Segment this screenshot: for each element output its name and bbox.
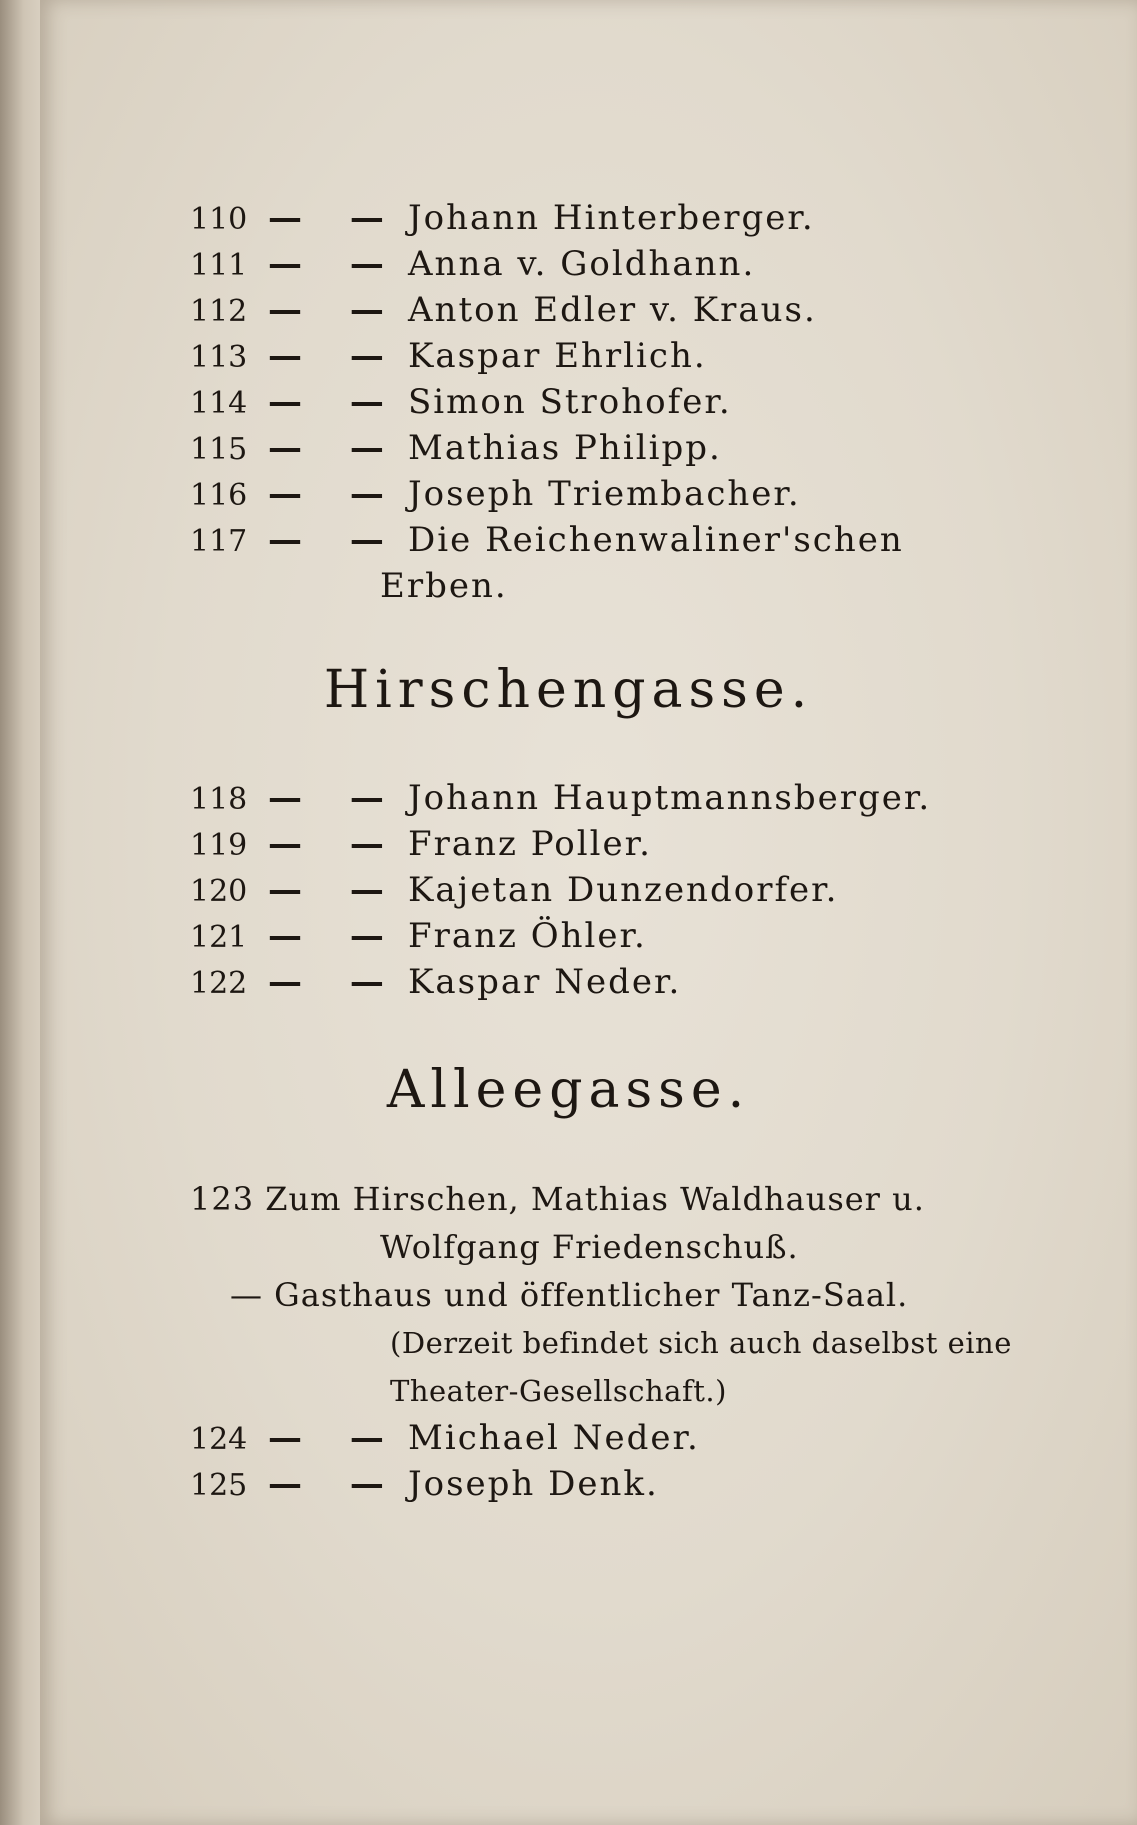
- list-item: [190, 1461, 1050, 1507]
- list-item: [190, 425, 1050, 471]
- entry-123-note: — Gasthaus und öffentlicher Tanz-Saal.: [230, 1276, 909, 1314]
- list-item: [190, 195, 1050, 241]
- list-item: [190, 1415, 1050, 1461]
- house-number: 115: [190, 432, 248, 467]
- ditto-dashes: — —: [268, 870, 402, 910]
- owner-name: Joseph Denk.: [408, 1464, 659, 1504]
- list-item: [190, 913, 1050, 959]
- ditto-dashes: — —: [268, 916, 402, 956]
- list-item: [190, 867, 1050, 913]
- owner-name: Kaspar Ehrlich.: [408, 336, 707, 376]
- house-number: 110: [190, 202, 248, 237]
- owner-name: Johann Hinterberger.: [408, 198, 815, 238]
- ditto-dashes: — —: [268, 428, 402, 468]
- ditto-dashes: — —: [268, 962, 402, 1002]
- list-item: [190, 517, 1050, 563]
- list-item: [190, 959, 1050, 1005]
- list-item: [190, 379, 1050, 425]
- owner-name: Franz Öhler.: [408, 916, 647, 956]
- ditto-dashes: — —: [268, 824, 402, 864]
- house-number: 111: [190, 248, 248, 283]
- owner-name: Die Reichenwaliner'schen: [408, 520, 904, 560]
- house-number: 120: [190, 874, 248, 909]
- owner-name: Kajetan Dunzendorfer.: [408, 870, 839, 910]
- entry-123-line: 123 Zum Hirschen, Mathias Waldhauser u.: [190, 1180, 925, 1218]
- ditto-dashes: — —: [268, 1418, 402, 1458]
- house-number: 117: [190, 524, 248, 559]
- list-item: [190, 333, 1050, 379]
- owner-name: Joseph Triembacher.: [408, 474, 801, 514]
- house-number: 122: [190, 966, 248, 1001]
- street-heading-alleegasse: Alleegasse.: [386, 1060, 751, 1120]
- address-list-2: [190, 775, 1050, 1005]
- list-item: [190, 471, 1050, 517]
- address-list-3: [190, 1175, 1050, 1507]
- ditto-dashes: — —: [268, 336, 402, 376]
- ditto-dashes: — —: [268, 1464, 402, 1504]
- house-number: 124: [190, 1422, 248, 1457]
- ditto-dashes: — —: [268, 290, 402, 330]
- owner-name: Johann Hauptmannsberger.: [408, 778, 932, 818]
- house-number: 116: [190, 478, 248, 513]
- owner-name: Kaspar Neder.: [408, 962, 682, 1002]
- house-number: 125: [190, 1468, 248, 1503]
- house-number: 119: [190, 828, 248, 863]
- owner-name: Simon Strohofer.: [408, 382, 732, 422]
- entry-123-remark-continuation: Theater-Gesellschaft.): [390, 1374, 727, 1408]
- owner-name: Anton Edler v. Kraus.: [408, 290, 817, 330]
- house-number: 114: [190, 386, 248, 421]
- owner-name: Franz Poller.: [408, 824, 652, 864]
- list-item: [190, 775, 1050, 821]
- house-number: 112: [190, 294, 248, 329]
- ditto-dashes: — —: [268, 198, 402, 238]
- ditto-dashes: — —: [268, 778, 402, 818]
- list-item: [190, 821, 1050, 867]
- house-number: 118: [190, 782, 248, 817]
- owner-name: Mathias Philipp.: [408, 428, 722, 468]
- book-spine-shadow: [0, 0, 40, 1825]
- ditto-dashes: — —: [268, 244, 402, 284]
- ditto-dashes: — —: [268, 520, 402, 560]
- owner-name: Anna v. Goldhann.: [408, 244, 756, 284]
- entry-123-continuation: Wolfgang Friedenschuß.: [380, 1228, 799, 1266]
- address-list-1: [190, 195, 1050, 609]
- house-number: 121: [190, 920, 248, 955]
- owner-name: Michael Neder.: [408, 1418, 700, 1458]
- entry-123-remark: (Derzeit befindet sich auch daselbst eine: [390, 1326, 1012, 1360]
- owner-name-continuation: Erben.: [380, 566, 508, 606]
- ditto-dashes: — —: [268, 474, 402, 514]
- street-heading-hirschengasse: Hirschengasse.: [323, 660, 814, 720]
- list-item: [190, 241, 1050, 287]
- list-item: [190, 287, 1050, 333]
- ditto-dashes: — —: [268, 382, 402, 422]
- house-number: 113: [190, 340, 248, 375]
